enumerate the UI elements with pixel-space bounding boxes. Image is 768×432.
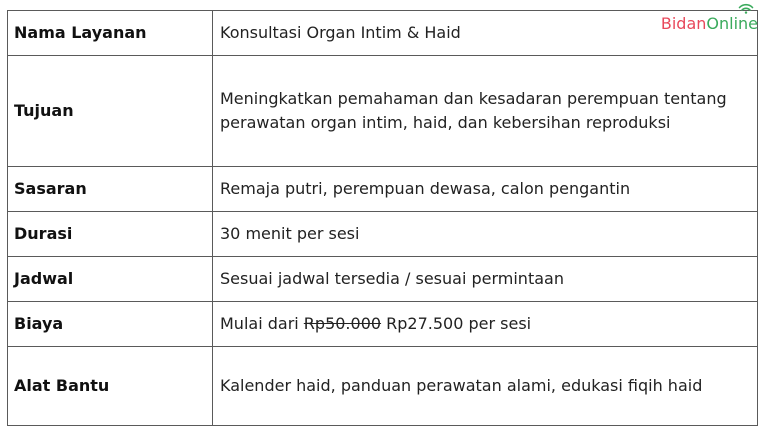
- logo-text-online: Online: [706, 14, 758, 33]
- table-row: [8, 212, 758, 257]
- row-value: Remaja putri, perempuan dewasa, calon pengantin: [213, 167, 758, 212]
- wifi-icon: [738, 2, 754, 14]
- row-value: Kalender haid, panduan perawatan alami, edukasi fiqih haid: [213, 347, 758, 426]
- row-value: Sesuai jadwal tersedia / sesuai permintaan: [213, 257, 758, 302]
- row-label: Alat Bantu: [8, 347, 213, 426]
- table-row: [8, 167, 758, 212]
- table-row: [8, 302, 758, 347]
- row-label: Biaya: [8, 302, 213, 347]
- service-name-value: Konsultasi Organ Intim & Haid: [220, 23, 461, 42]
- table-row: [8, 11, 758, 56]
- logo-text-bidan: Bidan: [660, 14, 707, 33]
- old-price: Rp50.000: [303, 314, 382, 333]
- row-label: Jadwal: [8, 257, 213, 302]
- row-value: 30 menit per sesi: [213, 212, 758, 257]
- row-label: Sasaran: [8, 167, 213, 212]
- table-row: [8, 257, 758, 302]
- row-label: Nama Layanan: [8, 11, 213, 56]
- service-info-table: [7, 10, 758, 426]
- table-row: [8, 347, 758, 426]
- row-value: [213, 56, 758, 167]
- table-row: [8, 56, 758, 167]
- row-value: [213, 302, 758, 347]
- purpose-line-1: Meningkatkan pemahaman dan kesadaran perempuan tentang: [220, 89, 727, 108]
- new-price: Rp27.500 per sesi: [381, 314, 532, 333]
- row-label: Tujuan: [8, 56, 213, 167]
- bidanonline-logo: [661, 11, 758, 37]
- purpose-line-2: perawatan organ intim, haid, dan kebersihan reproduksi: [220, 113, 671, 132]
- price-prefix: Mulai dari: [220, 314, 304, 333]
- row-label: Durasi: [8, 212, 213, 257]
